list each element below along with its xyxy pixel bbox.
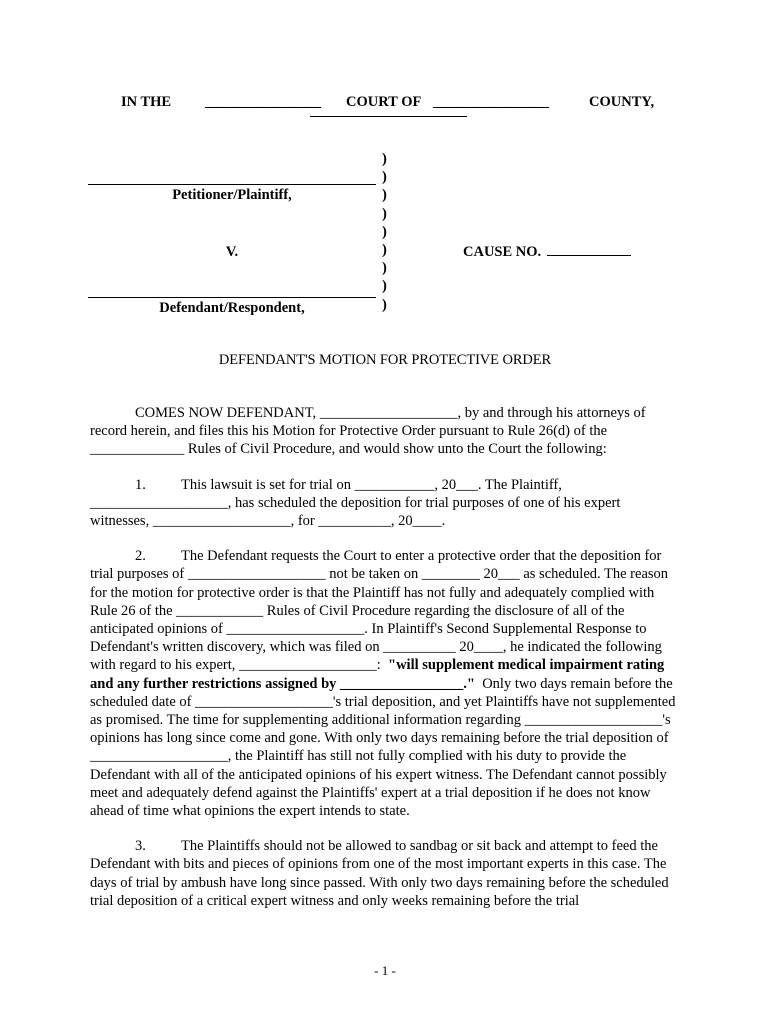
paren: ) [382,169,387,186]
document-title: DEFENDANT'S MOTION FOR PROTECTIVE ORDER [218,352,552,368]
petitioner-label: Petitioner/Plaintiff, [172,187,292,203]
defendant-name-line [88,297,376,298]
paren: ) [382,223,387,240]
paren: ) [382,260,387,277]
numbered-paragraph-2 [90,547,680,820]
county-line-blank [310,116,467,117]
intro-text: COMES NOW DEFENDANT, ___________________, by and through his attorneys of record herein, and files this his Motion for Protective Order pursuant to Rule 26(d) of the _____________ Rules of Civil Procedure, and would show unto the Court the following: [90,405,646,458]
court-name-blank: ________________ [205,94,321,110]
numbered-paragraph-3 [90,837,680,910]
paragraph-text: The Plaintiffs should not be allowed to sandbag or sit back and attempt to feed the Defendant with bits and pieces of opinions from one of the most important experts in this case. The days of trial by ambush have long since passed. With only two days remaining before the scheduled trial deposition of a critical expert witness and only weeks remaining before the trial [90,838,669,909]
court-of-label: COURT OF [346,94,422,110]
versus-label: V. [225,244,239,260]
paragraph-text: The Defendant requests the Court to enter a protective order that the deposition for trial purposes of ___________________ not be taken on ________ 20___ as scheduled. The reason for the motion for protective order is that the Plaintiff has not fully and adequately complied with Rule 26 of the ____________ Rules of Civil Procedure regarding the disclosure of all of the anticipated opinions of ___________________. In Plaintiff's Second Supplemental Response to Defendant's written discovery, which was filed on __________ 20____, he indicated the following with regard to his expert, ___________________: [90,548,669,674]
paragraph-text-continued: Only two days remain before the scheduled date of ___________________'s trial deposition, and yet Plaintiffs have not supplemented as promised. The time for supplementing additional information regarding ___________________'s opinions has long since come and gone. With only two days remaining before the trial deposition of ___________________, the Plaintiff has still not fully complied with his duty to provide the Defendant with all of the anticipated opinions of his expert witness. The Defendant cannot possibly meet and adequately defend against the Plaintiffs' expert at a trial deposition if he does not know ahead of time what opinions the expert intends to state. [90,675,676,820]
cause-no-label: CAUSE NO. [463,244,542,260]
paragraph-number: 1. [135,476,146,493]
caption-parenthesis-column [382,150,392,314]
paren: ) [382,241,387,258]
cause-no-blank [547,243,631,256]
paren: ) [382,187,387,204]
paren: ) [382,278,387,295]
numbered-paragraph-1 [90,476,680,531]
paren: ) [382,151,387,167]
county-name-blank: ________________ [433,94,549,110]
cause-number [463,243,631,261]
paragraph-number: 2. [135,548,146,565]
page-number: - 1 - [374,963,396,978]
in-the-label: IN THE [121,94,172,110]
county-label: COUNTY, [589,94,655,110]
intro-paragraph [90,404,680,459]
paragraph-number: 3. [135,838,146,855]
paren: ) [382,205,387,222]
case-caption-header [0,94,770,114]
petitioner-name-line [88,184,376,185]
motion-body [90,404,680,927]
paragraph-text: This lawsuit is set for trial on ___________, 20___. The Plaintiff, ___________________, has scheduled the deposition for trial purposes of one of his expert witnesses, ___________________, for __________, 20____. [90,476,621,530]
paren: ) [382,296,387,313]
defendant-label: Defendant/Respondent, [159,300,305,316]
quoted-expert-statement: "will supplement medical impairment rating and any further restrictions assigned by _________________." [90,657,665,692]
